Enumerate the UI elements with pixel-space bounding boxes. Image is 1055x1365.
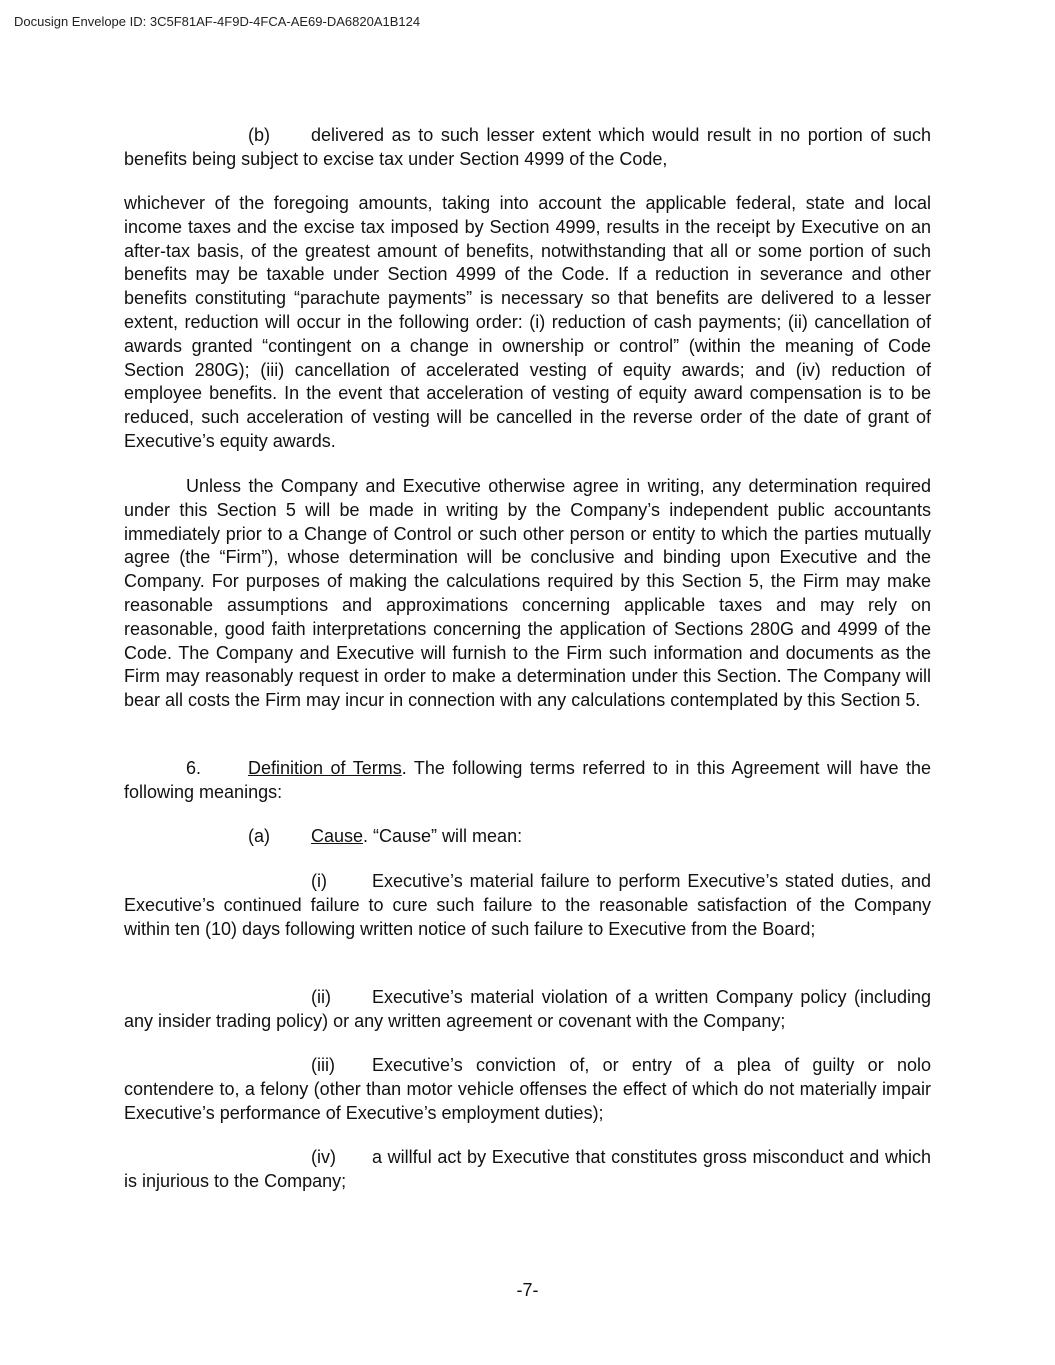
cause-item-iv: [124, 1146, 931, 1194]
section-6-heading: Definition of Terms: [248, 758, 402, 778]
cause-heading: Cause: [311, 826, 364, 846]
page-number: -7-: [516, 1280, 539, 1300]
cause-item-iii: [124, 1054, 931, 1125]
cause-item-iii-label: (iii): [311, 1055, 335, 1075]
cause-item-iii-text: Executive’s conviction of, or entry of a plea of guilty or nolo contendere to, a felony (other than motor vehicle offenses the effect of which do not materially impair Executive’s performance of Executive’s employment duties);: [124, 1055, 931, 1123]
cause-item-ii-text: Executive’s material violation of a written Company policy (including any insider trading policy) or any written agreement or covenant with the Company;: [124, 987, 931, 1031]
cause-item-iv-text: a willful act by Executive that constitutes gross misconduct and which is injurious to the Company;: [124, 1147, 931, 1191]
docusign-envelope-id: Docusign Envelope ID: 3C5F81AF-4F9D-4FCA-AE69-DA6820A1B124: [14, 14, 421, 29]
section-6-text: . The following terms referred to in this Agreement will have the following meanings:: [124, 758, 931, 802]
cause-item-i: [124, 870, 931, 941]
section-6: [124, 757, 931, 805]
paragraph-b-label: (b): [248, 125, 270, 145]
paragraph-unless: [124, 475, 931, 713]
cause-text: . “Cause” will mean:: [363, 826, 523, 846]
cause-item-iv-label: (iv): [311, 1147, 336, 1167]
cause-item-i-text: Executive’s material failure to perform Executive’s stated duties, and Executive’s continued failure to cure such failure to the reasonable satisfaction of the Company within ten (10) days following written notice of such failure to Executive from the Board;: [124, 871, 931, 939]
cause-item-ii: [124, 986, 931, 1034]
cause-label: (a): [248, 826, 270, 846]
cause-item-ii-label: (ii): [311, 987, 331, 1007]
paragraph-b-text: delivered as to such lesser extent which would result in no portion of such benefits being subject to excise tax under Section 4999 of the Code,: [124, 125, 931, 169]
paragraph-b: [124, 124, 931, 172]
paragraph-whichever: whichever of the foregoing amounts, taking into account the applicable federal, state and local income taxes and the excise tax imposed by Section 4999, results in the receipt by Executive on an after-tax basis, of the greatest amount of benefits, notwithstanding that all or some portion of such benefits may be taxable under Section 4999 of the Code. If a reduction in severance and other benefits constituting “parachute payments” is necessary so that benefits are delivered to a lesser extent, reduction will occur in the following order: (i) reduction of cash payments; (ii) cancellation of awards granted “contingent on a change in ownership or control” (within the meaning of Code Section 280G); (iii) cancellation of accelerated vesting of equity awards; and (iv) reduction of employee benefits. In the event that acceleration of vesting of equity award compensation is to be reduced, such acceleration of vesting will be cancelled in the reverse order of the date of grant of Executive’s equity awards.: [124, 193, 931, 451]
cause-definition: [124, 825, 931, 849]
cause-item-i-label: (i): [311, 871, 327, 891]
section-6-number: 6.: [186, 758, 202, 778]
paragraph-unless-text: Unless the Company and Executive otherwise agree in writing, any determination required under this Section 5 will be made in writing by the Company’s independent public accountants immediately prior to a Change of Control or such other person or entity to which the parties mutually agree (the “Firm”), whose determination will be conclusive and binding upon Executive and the Company. For purposes of making the calculations required by this Section 5, the Firm may make reasonable assumptions and approximations concerning applicable taxes and may rely on reasonable, good faith interpretations concerning the application of Sections 280G and 4999 of the Code. The Company and Executive will furnish to the Firm such information and documents as the Firm may reasonably request in order to make a determination under this Section. The Company will bear all costs the Firm may incur in connection with any calculations contemplated by this Section 5.: [124, 476, 931, 711]
